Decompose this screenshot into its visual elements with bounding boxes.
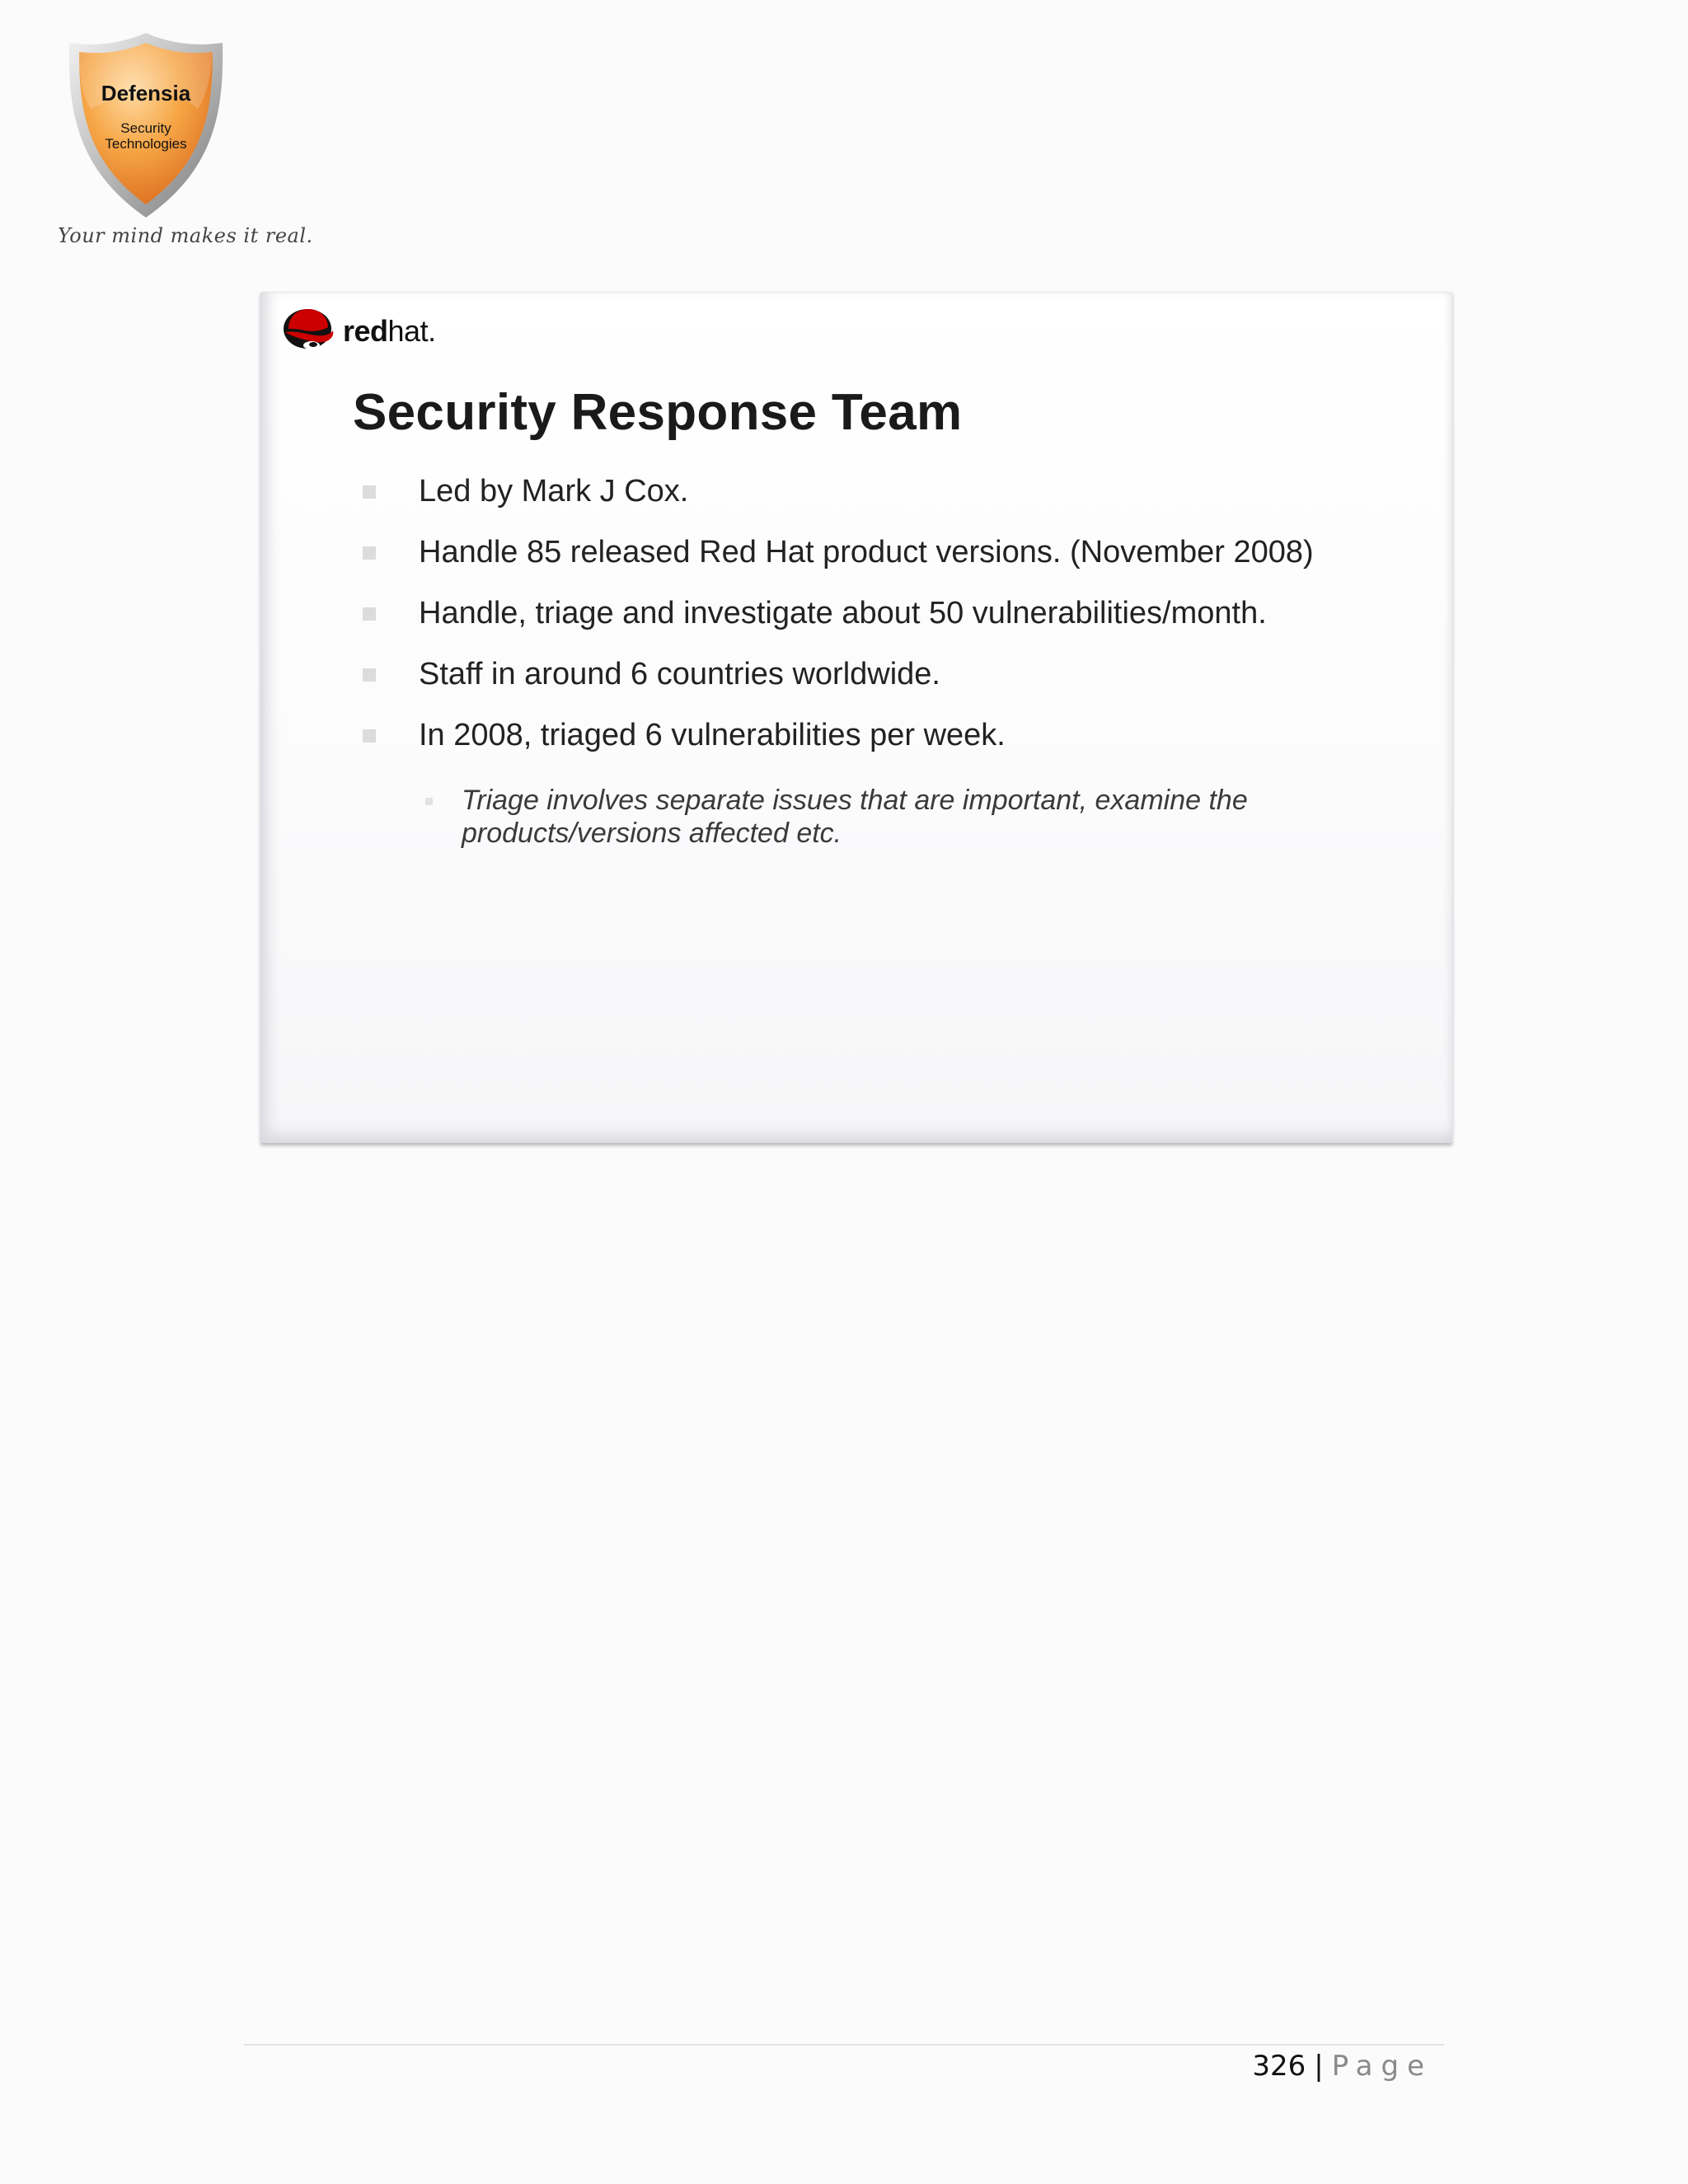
footer-separator: | xyxy=(1314,2050,1324,2083)
slide-title: Security Response Team xyxy=(353,384,963,441)
bullet-text: Led by Mark J Cox. xyxy=(419,474,689,509)
logo-tagline: Your mind makes it real. xyxy=(58,224,313,247)
footer-divider xyxy=(244,2044,1444,2046)
bullet-item xyxy=(363,472,1434,533)
bullet-item xyxy=(363,533,1434,594)
bullet-square-icon xyxy=(363,485,376,499)
sub-bullet-dot-icon xyxy=(425,798,433,805)
logo-brand-name: Defensia xyxy=(101,81,191,105)
sub-bullet-item xyxy=(425,784,1401,850)
redhat-wordmark-bold: red xyxy=(343,314,388,348)
bullet-square-icon xyxy=(363,729,376,743)
redhat-wordmark xyxy=(343,314,436,349)
page-label: Page xyxy=(1331,2050,1432,2083)
logo-subtitle xyxy=(66,120,226,152)
logo-subtitle-line1: Security xyxy=(120,120,171,136)
redhat-fedora-icon xyxy=(280,304,338,354)
logo-subtitle-line2: Technologies xyxy=(105,136,187,152)
slide-image xyxy=(260,292,1452,1143)
redhat-wordmark-light: hat. xyxy=(387,314,436,348)
bullet-list xyxy=(363,472,1434,777)
bullet-square-icon xyxy=(363,607,376,621)
defensia-logo xyxy=(66,30,226,221)
bullet-text: Handle, triage and investigate about 50 vulnerabilities/month. xyxy=(419,596,1267,630)
bullet-text: Staff in around 6 countries worldwide. xyxy=(419,657,940,691)
sub-bullet-text: Triage involves separate issues that are important, examine the products/versions affected etc. xyxy=(462,785,1248,849)
redhat-logo xyxy=(280,304,462,354)
bullet-square-icon xyxy=(363,546,376,560)
page-number: 326 xyxy=(1252,2050,1306,2083)
bullet-item xyxy=(363,655,1434,716)
page-footer xyxy=(1252,2047,1432,2085)
bullet-text: In 2008, triaged 6 vulnerabilities per week. xyxy=(419,718,1006,752)
bullet-item xyxy=(363,716,1434,777)
bullet-text: Handle 85 released Red Hat product versions. (November 2008) xyxy=(419,535,1314,569)
bullet-square-icon xyxy=(363,668,376,682)
bullet-item xyxy=(363,594,1434,655)
